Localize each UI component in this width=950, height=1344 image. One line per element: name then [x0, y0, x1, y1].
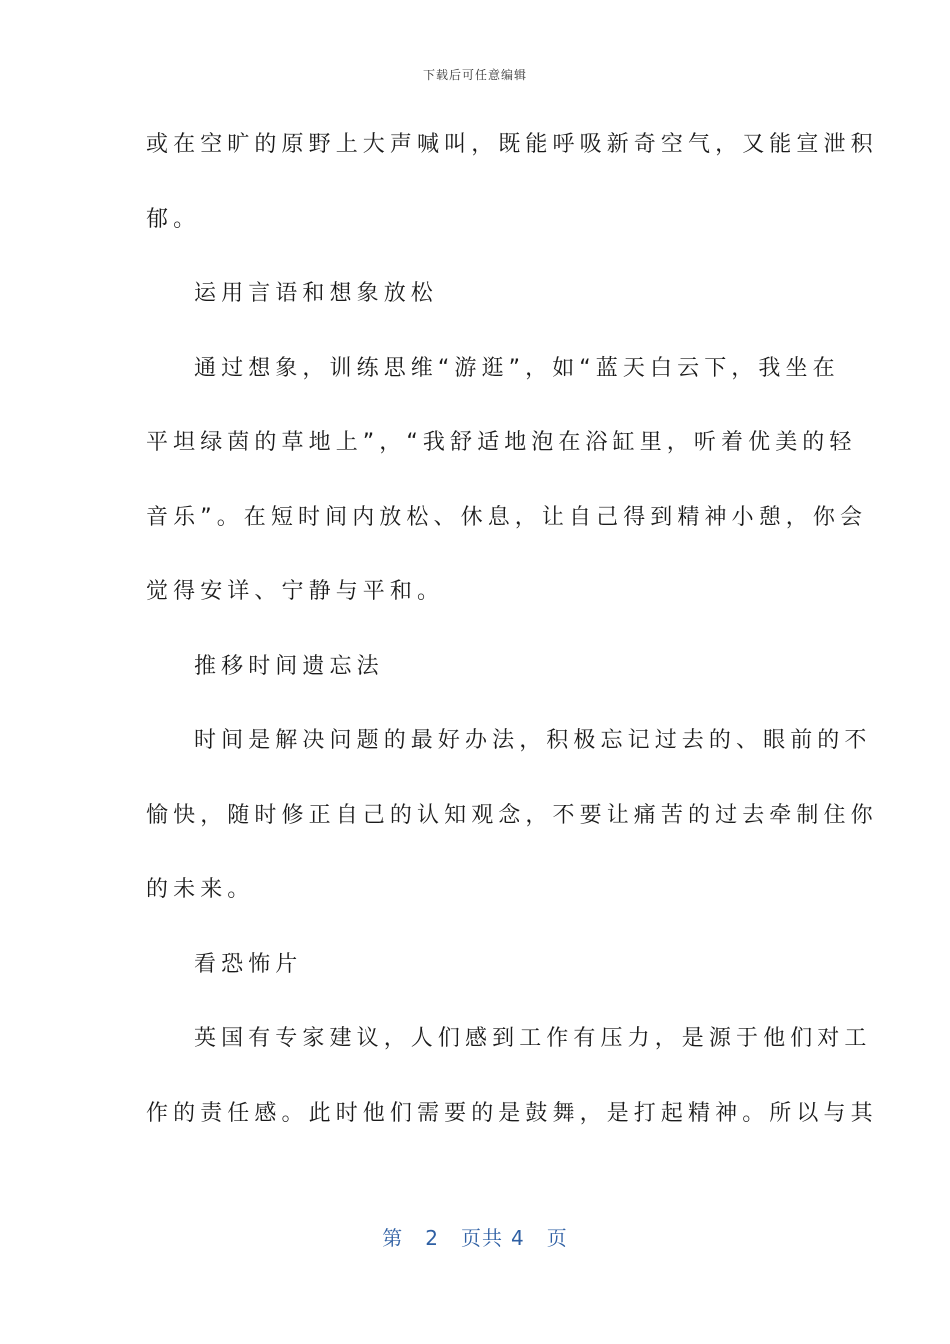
section-heading: 运用言语和想象放松 [194, 281, 438, 306]
text-line: 觉得安详、宁静与平和。 [146, 579, 445, 604]
text-line: 或在空旷的原野上大声喊叫，既能呼吸新奇空气，又能宣泄积 [146, 132, 878, 157]
paragraph-start: 英国有专家建议，人们感到工作有压力，是源于他们对工 [194, 1026, 872, 1051]
paragraph-start: 通过想象，训练思维“游逛”，如“蓝天白云下，我坐在 [194, 355, 840, 381]
text-line: 音乐”。在短时间内放松、休息，让自己得到精神小憩，你会 [146, 504, 868, 530]
footer-middle: 页共 [461, 1226, 503, 1250]
footer-suffix: 页 [546, 1226, 568, 1250]
paragraph-start: 时间是解决问题的最好办法，积极忘记过去的、眼前的不 [194, 728, 872, 753]
text-line: 作的责任感。此时他们需要的是鼓舞，是打起精神。所以与其 [146, 1100, 878, 1126]
header-note: 下载后可任意编辑 [422, 68, 527, 82]
text-line: 平坦绿茵的草地上”，“我舒适地泡在浴缸里，听着优美的轻 [146, 430, 857, 455]
section-heading: 看恐怖片 [194, 951, 303, 977]
footer-prefix: 第 [382, 1226, 404, 1250]
page-footer [0, 1222, 950, 1251]
text-line: 愉快，随时修正自己的认知观念，不要让痛苦的过去牵制住你 [146, 802, 878, 828]
body-text [146, 118, 878, 1161]
text-line: 的未来。 [146, 877, 255, 902]
footer-total-pages: 4 [511, 1226, 525, 1250]
footer-page-number: 2 [425, 1226, 439, 1250]
text-line: 郁。 [146, 206, 201, 232]
section-heading: 推移时间遗忘法 [194, 653, 384, 679]
